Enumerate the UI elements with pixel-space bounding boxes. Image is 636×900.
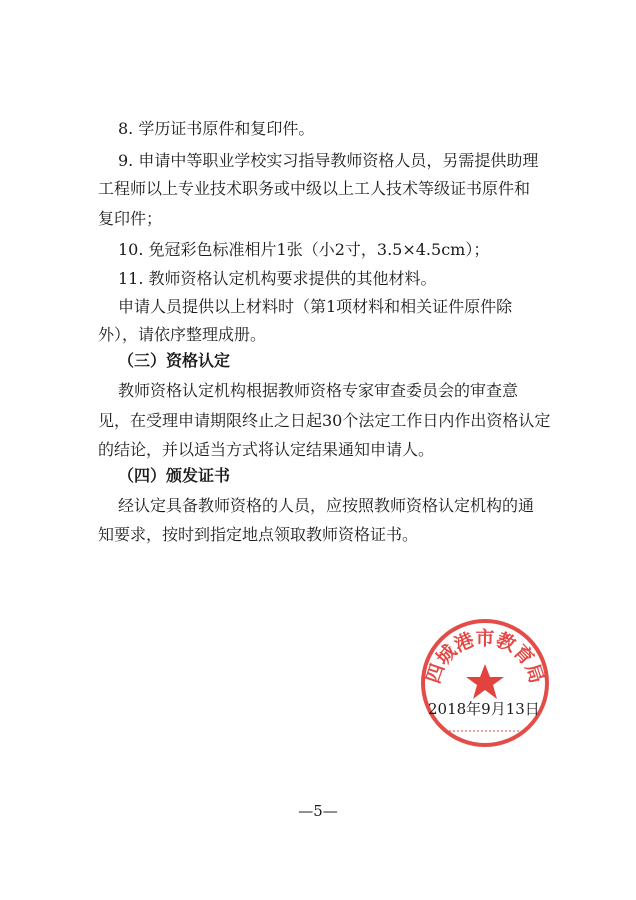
qualification-line-1: 教师资格认定机构根据教师资格专家审查委员会的审查意	[118, 381, 519, 400]
note-line-2: 外），请依序整理成册。	[98, 325, 267, 344]
qualification-line-3: 的结论，并以适当方式将认定结果通知申请人。	[98, 440, 435, 459]
item-9-line-3: 复印件；	[98, 209, 163, 228]
svg-text:四城港市教育局: 四城港市教育局	[422, 627, 548, 687]
certificate-line-2: 知要求，按时到指定地点领取教师资格证书。	[98, 525, 419, 544]
official-seal-stamp	[419, 617, 551, 749]
item-9-line-1: 9. 申请中等职业学校实习指导教师资格人员，另需提供助理	[118, 151, 539, 170]
certificate-line-1: 经认定具备教师资格的人员，应按照教师资格认定机构的通	[118, 496, 535, 515]
item-8: 8. 学历证书原件和复印件。	[118, 119, 315, 138]
document-date: 2018年9月13日	[428, 700, 540, 718]
qualification-line-2: 见，在受理申请期限终止之日起30个法定工作日内作出资格认定	[98, 411, 551, 430]
item-11: 11. 教师资格认定机构要求提供的其他材料。	[118, 269, 437, 288]
note-line-1: 申请人员提供以上材料时（第1项材料和相关证件原件除	[118, 297, 513, 316]
page-number: —5—	[298, 802, 338, 820]
item-9-line-2: 工程师以上专业技术职务或中级以上工人技术等级证书原件和	[98, 179, 531, 198]
heading-certificate: （四）颁发证书	[118, 466, 231, 485]
item-10: 10. 免冠彩色标准相片1张（小2寸，3.5×4.5cm）；	[118, 240, 490, 259]
heading-qualification: （三）资格认定	[118, 351, 231, 370]
